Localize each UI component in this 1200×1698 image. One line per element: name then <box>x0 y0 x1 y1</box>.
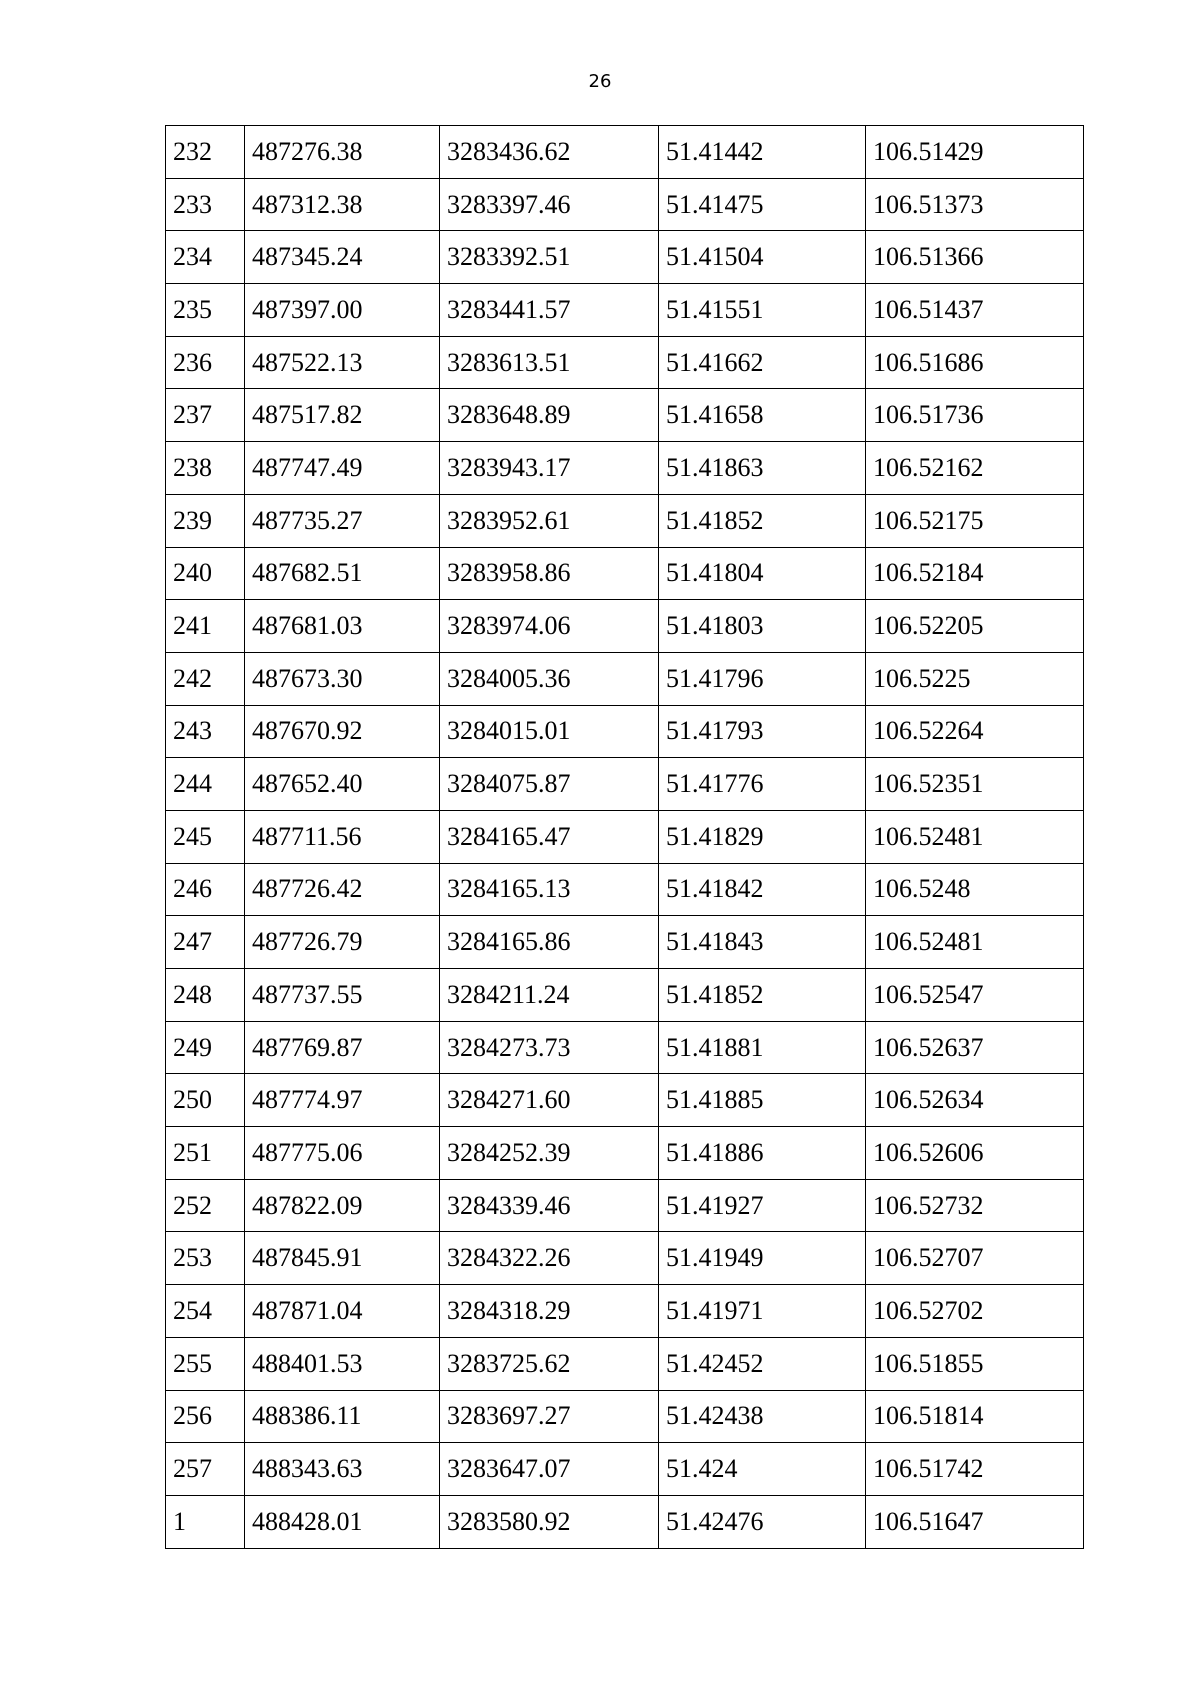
northing-cell: 3283441.57 <box>440 284 659 337</box>
longitude-cell: 106.52547 <box>866 969 1084 1022</box>
table-row <box>166 284 1084 337</box>
point-number-cell: 235 <box>166 284 245 337</box>
northing-cell: 3283697.27 <box>440 1390 659 1443</box>
easting-cell: 487670.92 <box>245 705 440 758</box>
table-row <box>166 1179 1084 1232</box>
table-row <box>166 969 1084 1022</box>
table-row <box>166 705 1084 758</box>
northing-cell: 3284318.29 <box>440 1285 659 1338</box>
point-number-cell: 236 <box>166 336 245 389</box>
table-row <box>166 389 1084 442</box>
easting-cell: 487652.40 <box>245 758 440 811</box>
latitude-cell: 51.41852 <box>659 494 866 547</box>
easting-cell: 488401.53 <box>245 1337 440 1390</box>
northing-cell: 3284339.46 <box>440 1179 659 1232</box>
easting-cell: 487681.03 <box>245 600 440 653</box>
coordinates-table-body <box>166 126 1084 1549</box>
easting-cell: 487735.27 <box>245 494 440 547</box>
coordinates-table <box>165 125 1084 1549</box>
longitude-cell: 106.51647 <box>866 1495 1084 1548</box>
latitude-cell: 51.42438 <box>659 1390 866 1443</box>
longitude-cell: 106.5248 <box>866 863 1084 916</box>
table-row <box>166 126 1084 179</box>
point-number-cell: 237 <box>166 389 245 442</box>
point-number-cell: 250 <box>166 1074 245 1127</box>
latitude-cell: 51.41662 <box>659 336 866 389</box>
easting-cell: 487711.56 <box>245 810 440 863</box>
point-number-cell: 239 <box>166 494 245 547</box>
easting-cell: 487737.55 <box>245 969 440 1022</box>
longitude-cell: 106.51366 <box>866 231 1084 284</box>
longitude-cell: 106.52702 <box>866 1285 1084 1338</box>
table-row <box>166 494 1084 547</box>
table-row <box>166 652 1084 705</box>
table-row <box>166 1390 1084 1443</box>
northing-cell: 3284322.26 <box>440 1232 659 1285</box>
longitude-cell: 106.52162 <box>866 442 1084 495</box>
easting-cell: 487276.38 <box>245 126 440 179</box>
longitude-cell: 106.52732 <box>866 1179 1084 1232</box>
latitude-cell: 51.41804 <box>659 547 866 600</box>
latitude-cell: 51.41863 <box>659 442 866 495</box>
northing-cell: 3283943.17 <box>440 442 659 495</box>
northing-cell: 3284273.73 <box>440 1021 659 1074</box>
point-number-cell: 232 <box>166 126 245 179</box>
easting-cell: 487345.24 <box>245 231 440 284</box>
northing-cell: 3284252.39 <box>440 1127 659 1180</box>
table-row <box>166 600 1084 653</box>
latitude-cell: 51.42452 <box>659 1337 866 1390</box>
northing-cell: 3283613.51 <box>440 336 659 389</box>
easting-cell: 487871.04 <box>245 1285 440 1338</box>
table-row <box>166 178 1084 231</box>
northing-cell: 3284165.86 <box>440 916 659 969</box>
easting-cell: 487517.82 <box>245 389 440 442</box>
northing-cell: 3283647.07 <box>440 1443 659 1496</box>
latitude-cell: 51.41886 <box>659 1127 866 1180</box>
point-number-cell: 241 <box>166 600 245 653</box>
table-row <box>166 1337 1084 1390</box>
longitude-cell: 106.5225 <box>866 652 1084 705</box>
longitude-cell: 106.51814 <box>866 1390 1084 1443</box>
longitude-cell: 106.52264 <box>866 705 1084 758</box>
table-row <box>166 863 1084 916</box>
latitude-cell: 51.41829 <box>659 810 866 863</box>
easting-cell: 487682.51 <box>245 547 440 600</box>
longitude-cell: 106.51855 <box>866 1337 1084 1390</box>
point-number-cell: 1 <box>166 1495 245 1548</box>
longitude-cell: 106.52175 <box>866 494 1084 547</box>
latitude-cell: 51.41927 <box>659 1179 866 1232</box>
latitude-cell: 51.41881 <box>659 1021 866 1074</box>
latitude-cell: 51.41776 <box>659 758 866 811</box>
northing-cell: 3283952.61 <box>440 494 659 547</box>
point-number-cell: 255 <box>166 1337 245 1390</box>
northing-cell: 3283974.06 <box>440 600 659 653</box>
latitude-cell: 51.41842 <box>659 863 866 916</box>
point-number-cell: 243 <box>166 705 245 758</box>
point-number-cell: 248 <box>166 969 245 1022</box>
latitude-cell: 51.41551 <box>659 284 866 337</box>
point-number-cell: 256 <box>166 1390 245 1443</box>
latitude-cell: 51.41658 <box>659 389 866 442</box>
latitude-cell: 51.41843 <box>659 916 866 969</box>
point-number-cell: 251 <box>166 1127 245 1180</box>
latitude-cell: 51.41796 <box>659 652 866 705</box>
easting-cell: 487726.42 <box>245 863 440 916</box>
latitude-cell: 51.41852 <box>659 969 866 1022</box>
point-number-cell: 238 <box>166 442 245 495</box>
point-number-cell: 233 <box>166 178 245 231</box>
northing-cell: 3284165.47 <box>440 810 659 863</box>
table-row <box>166 810 1084 863</box>
easting-cell: 487673.30 <box>245 652 440 705</box>
page-number: 26 <box>588 71 612 92</box>
longitude-cell: 106.52481 <box>866 810 1084 863</box>
latitude-cell: 51.424 <box>659 1443 866 1496</box>
northing-cell: 3283397.46 <box>440 178 659 231</box>
northing-cell: 3283392.51 <box>440 231 659 284</box>
table-row <box>166 1232 1084 1285</box>
longitude-cell: 106.51742 <box>866 1443 1084 1496</box>
point-number-cell: 254 <box>166 1285 245 1338</box>
longitude-cell: 106.51437 <box>866 284 1084 337</box>
longitude-cell: 106.52205 <box>866 600 1084 653</box>
point-number-cell: 247 <box>166 916 245 969</box>
point-number-cell: 245 <box>166 810 245 863</box>
latitude-cell: 51.41793 <box>659 705 866 758</box>
latitude-cell: 51.41475 <box>659 178 866 231</box>
point-number-cell: 253 <box>166 1232 245 1285</box>
longitude-cell: 106.52351 <box>866 758 1084 811</box>
point-number-cell: 240 <box>166 547 245 600</box>
longitude-cell: 106.52606 <box>866 1127 1084 1180</box>
northing-cell: 3283436.62 <box>440 126 659 179</box>
longitude-cell: 106.51373 <box>866 178 1084 231</box>
table-row <box>166 1021 1084 1074</box>
table-row <box>166 336 1084 389</box>
northing-cell: 3284015.01 <box>440 705 659 758</box>
table-row <box>166 547 1084 600</box>
easting-cell: 488386.11 <box>245 1390 440 1443</box>
easting-cell: 487397.00 <box>245 284 440 337</box>
point-number-cell: 252 <box>166 1179 245 1232</box>
northing-cell: 3283725.62 <box>440 1337 659 1390</box>
longitude-cell: 106.51429 <box>866 126 1084 179</box>
easting-cell: 487845.91 <box>245 1232 440 1285</box>
latitude-cell: 51.41504 <box>659 231 866 284</box>
latitude-cell: 51.41885 <box>659 1074 866 1127</box>
northing-cell: 3284075.87 <box>440 758 659 811</box>
northing-cell: 3283958.86 <box>440 547 659 600</box>
longitude-cell: 106.52637 <box>866 1021 1084 1074</box>
northing-cell: 3283648.89 <box>440 389 659 442</box>
table-row <box>166 1285 1084 1338</box>
easting-cell: 487522.13 <box>245 336 440 389</box>
easting-cell: 487775.06 <box>245 1127 440 1180</box>
latitude-cell: 51.41803 <box>659 600 866 653</box>
table-row <box>166 442 1084 495</box>
northing-cell: 3284211.24 <box>440 969 659 1022</box>
table-row <box>166 916 1084 969</box>
easting-cell: 487769.87 <box>245 1021 440 1074</box>
longitude-cell: 106.51686 <box>866 336 1084 389</box>
table-row <box>166 1443 1084 1496</box>
latitude-cell: 51.42476 <box>659 1495 866 1548</box>
point-number-cell: 242 <box>166 652 245 705</box>
table-row <box>166 1127 1084 1180</box>
point-number-cell: 257 <box>166 1443 245 1496</box>
easting-cell: 487822.09 <box>245 1179 440 1232</box>
easting-cell: 488428.01 <box>245 1495 440 1548</box>
easting-cell: 487774.97 <box>245 1074 440 1127</box>
easting-cell: 488343.63 <box>245 1443 440 1496</box>
northing-cell: 3283580.92 <box>440 1495 659 1548</box>
table-row <box>166 1495 1084 1548</box>
point-number-cell: 249 <box>166 1021 245 1074</box>
point-number-cell: 244 <box>166 758 245 811</box>
table-row <box>166 231 1084 284</box>
longitude-cell: 106.51736 <box>866 389 1084 442</box>
point-number-cell: 246 <box>166 863 245 916</box>
northing-cell: 3284005.36 <box>440 652 659 705</box>
longitude-cell: 106.52707 <box>866 1232 1084 1285</box>
easting-cell: 487747.49 <box>245 442 440 495</box>
table-row <box>166 1074 1084 1127</box>
longitude-cell: 106.52634 <box>866 1074 1084 1127</box>
longitude-cell: 106.52481 <box>866 916 1084 969</box>
latitude-cell: 51.41949 <box>659 1232 866 1285</box>
northing-cell: 3284165.13 <box>440 863 659 916</box>
easting-cell: 487312.38 <box>245 178 440 231</box>
table-row <box>166 758 1084 811</box>
longitude-cell: 106.52184 <box>866 547 1084 600</box>
latitude-cell: 51.41971 <box>659 1285 866 1338</box>
easting-cell: 487726.79 <box>245 916 440 969</box>
point-number-cell: 234 <box>166 231 245 284</box>
latitude-cell: 51.41442 <box>659 126 866 179</box>
northing-cell: 3284271.60 <box>440 1074 659 1127</box>
